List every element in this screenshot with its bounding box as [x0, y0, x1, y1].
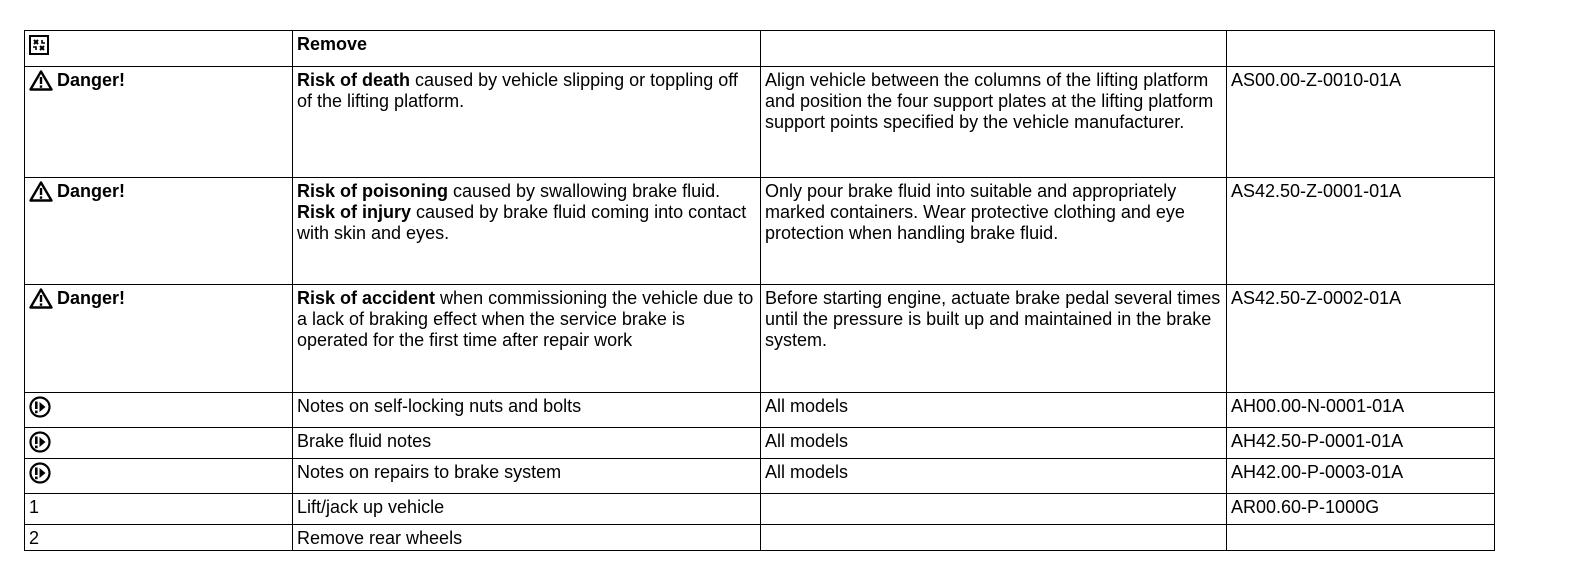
- note-icon-cell: [25, 459, 293, 494]
- document-code-link[interactable]: AH00.00-N-0001-01A: [1227, 393, 1495, 428]
- step-applies-to: [761, 525, 1227, 551]
- header-icon-cell: [25, 31, 293, 67]
- step-row: [25, 525, 1495, 551]
- danger-label-cell: [25, 285, 293, 393]
- risk-description: Risk of poisoning caused by swallowing brake fluid. Risk of injury caused by brake fluid coming into contact with skin and eyes.: [293, 178, 761, 285]
- note-row: [25, 459, 1495, 494]
- document-code-link[interactable]: AR00.60-P-1000G: [1227, 494, 1495, 525]
- danger-row: [25, 178, 1495, 285]
- step-number: 2: [25, 525, 293, 551]
- risk-description: Risk of accident when commissioning the vehicle due to a lack of braking effect when the service brake is operated for the first time after repair work: [293, 285, 761, 393]
- danger-label-cell: [25, 178, 293, 285]
- danger-row: [25, 67, 1495, 178]
- document-code-link[interactable]: AS42.50-Z-0002-01A: [1227, 285, 1495, 393]
- note-text[interactable]: Notes on self-locking nuts and bolts: [293, 393, 761, 428]
- step-text: Remove rear wheels: [293, 525, 761, 551]
- danger-label: Danger!: [57, 70, 126, 90]
- document-code-link[interactable]: AS00.00-Z-0010-01A: [1227, 67, 1495, 178]
- header-action: Remove: [293, 31, 761, 67]
- note-applies-to: All models: [761, 393, 1227, 428]
- note-row: [25, 393, 1495, 428]
- note-reference-icon: [29, 462, 51, 484]
- warning-triangle-icon: [29, 288, 53, 309]
- procedure-table: [24, 30, 1495, 551]
- step-number: 1: [25, 494, 293, 525]
- note-applies-to: All models: [761, 459, 1227, 494]
- note-applies-to: All models: [761, 428, 1227, 459]
- header-empty-cell: [1227, 31, 1495, 67]
- header-row: [25, 31, 1495, 67]
- document-code-link[interactable]: AH42.50-P-0001-01A: [1227, 428, 1495, 459]
- note-text[interactable]: Brake fluid notes: [293, 428, 761, 459]
- danger-label-cell: [25, 67, 293, 178]
- danger-row: [25, 285, 1495, 393]
- note-icon-cell: [25, 393, 293, 428]
- step-text: Lift/jack up vehicle: [293, 494, 761, 525]
- safety-measure: Before starting engine, actuate brake pedal several times until the pressure is built up and maintained in the brake system.: [761, 285, 1227, 393]
- safety-measure: Only pour brake fluid into suitable and appropriately marked containers. Wear protective clothing and eye protection when handling brake fluid.: [761, 178, 1227, 285]
- note-reference-icon: [29, 431, 51, 453]
- danger-label: Danger!: [57, 181, 126, 201]
- document-code-link[interactable]: AH42.00-P-0003-01A: [1227, 459, 1495, 494]
- step-row: [25, 494, 1495, 525]
- danger-label: Danger!: [57, 288, 126, 308]
- note-icon-cell: [25, 428, 293, 459]
- document-code-link[interactable]: [1227, 525, 1495, 551]
- risk-description: Risk of death caused by vehicle slipping or toppling off of the lifting platform.: [293, 67, 761, 178]
- header-empty-cell: [761, 31, 1227, 67]
- note-reference-icon: [29, 396, 51, 418]
- document-code-link[interactable]: AS42.50-Z-0001-01A: [1227, 178, 1495, 285]
- step-applies-to: [761, 494, 1227, 525]
- note-text[interactable]: Notes on repairs to brake system: [293, 459, 761, 494]
- safety-measure: Align vehicle between the columns of the lifting platform and position the four support plates at the lifting platform support points specified by the vehicle manufacturer.: [761, 67, 1227, 178]
- warning-triangle-icon: [29, 181, 53, 202]
- remove-procedure-icon: [29, 35, 49, 55]
- note-row: [25, 428, 1495, 459]
- warning-triangle-icon: [29, 70, 53, 91]
